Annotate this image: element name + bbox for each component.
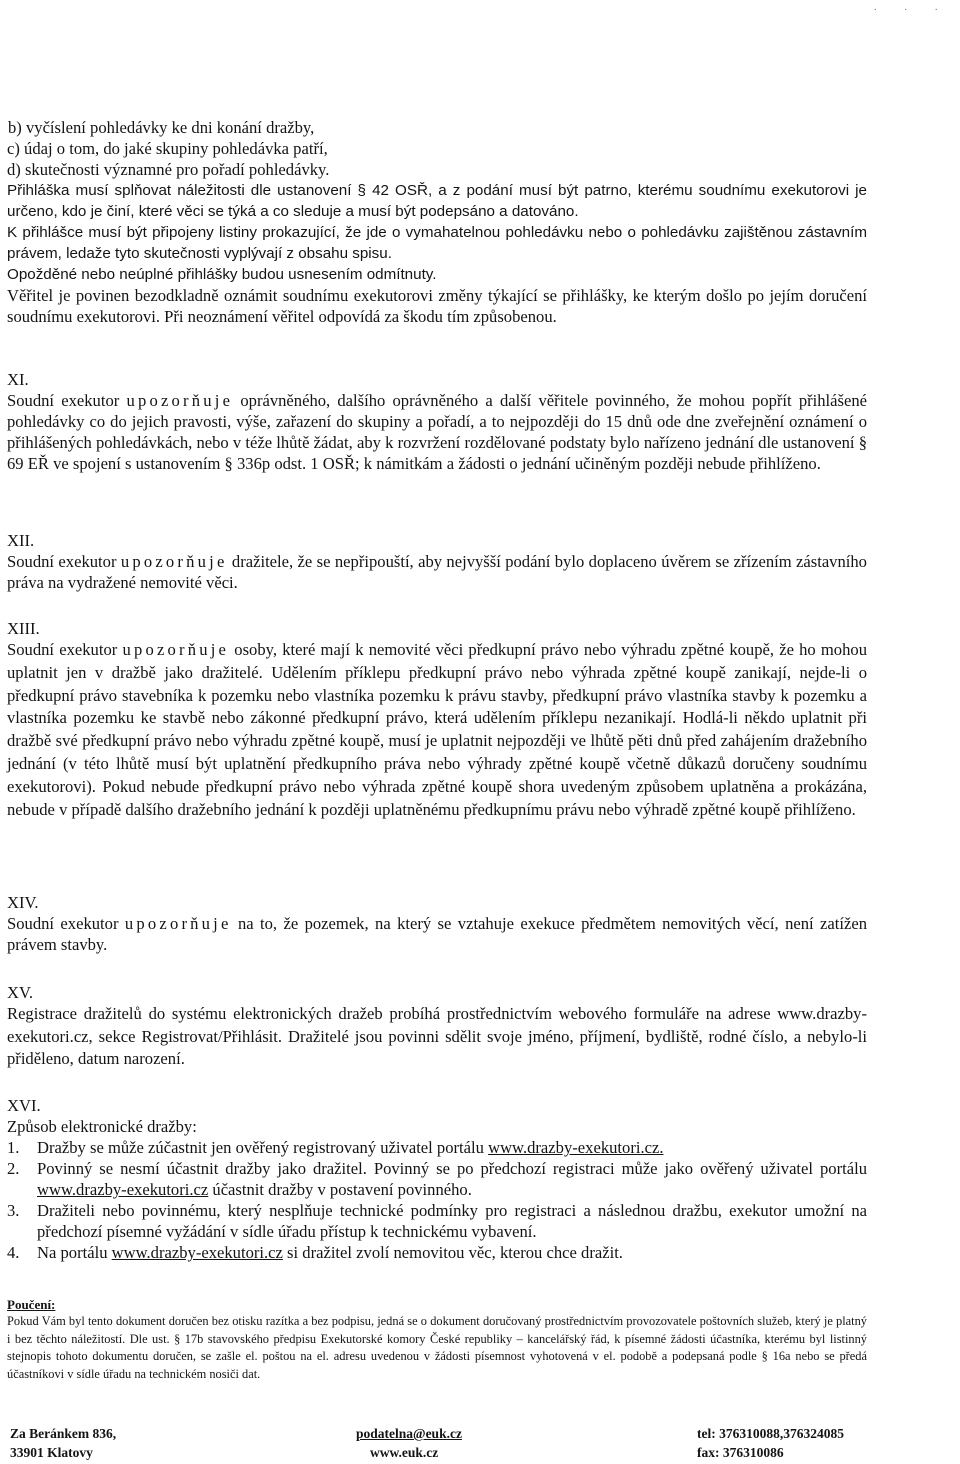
address-street: Za Beránkem 836, (10, 1426, 117, 1441)
footer-phones (697, 1424, 844, 1462)
section-xv (7, 982, 867, 1071)
lead-text: Soudní exekutor (7, 391, 120, 410)
body-text: dražitele, že se nepřipouští, aby nejvyšší podání bylo doplaceno úvěrem se zřízením zástavního práva na vydražené nemovité věci. (7, 552, 867, 592)
list-item (7, 1158, 867, 1200)
item-text (37, 1242, 867, 1263)
section-number: XII. (7, 531, 35, 550)
section-xiii (7, 618, 867, 821)
item-text (37, 1158, 867, 1200)
item-text-part: Povinný se nesmí účastnit dražby jako dražitel. Povinný se po předchozí registraci může jako ověřený uživatel portálu (37, 1159, 867, 1178)
web-link[interactable]: www.euk.cz (370, 1445, 439, 1460)
list-item (7, 1137, 867, 1158)
paragraph-claim-form: Přihláška musí splňovat náležitosti dle ustanovení § 42 OSŘ, a z podání musí být patrno, kterému soudnímu exekutorovi je určeno, kdo je činí, které věci se týká a co sleduje a musí být podepsáno a datováno. (7, 182, 867, 220)
portal-link[interactable]: www.drazby-exekutori.cz (111, 1243, 283, 1262)
item-text-part: Na portálu (37, 1243, 112, 1262)
section-text: Registrace dražitelů do systému elektronických dražeb probíhá prostřednictvím webového formuláře na adrese www.drazby-exekutori.cz, sekce Registrovat/Přihlásit. Dražitelé jsou povinni sdělit svoje jméno, příjmení, bydliště, rodné číslo, a nebylo-li přiděleno, datum narození. (7, 1004, 867, 1068)
item-text-part: účastnit dražby v postavení povinného. (208, 1180, 472, 1199)
fax-number: fax: 376310086 (697, 1445, 784, 1460)
footer-address (10, 1424, 116, 1462)
item-number: 2. (7, 1159, 20, 1178)
lead-text: Soudní exekutor (7, 914, 119, 933)
section-number: XI. (7, 370, 29, 389)
body-text: na to, že pozemek, na který se vztahuje exekuce předmětem nemovitých věcí, není zatížen právem stavby. (7, 914, 868, 954)
paragraph-claim-documents: K přihlášce musí být připojeny listiny prokazující, že jde o vymahatelnou pohledávku nebo o pohledávku zajištěnou zástavním právem, ledaže tyto skutečnosti vyplývají z obsahu spisu. (7, 224, 867, 262)
section-text (7, 390, 867, 474)
office-footer (10, 1424, 872, 1464)
section-text (7, 639, 867, 821)
footer-contacts (356, 1424, 462, 1462)
item-text (37, 1137, 867, 1158)
item-text-part: Dražby se může zúčastnit jen ověřený registrovaný uživatel portálu (37, 1138, 489, 1157)
scan-artifact-dots: · · · (873, 4, 950, 16)
spaced-verb: upozorňuje (126, 391, 234, 410)
lead-text: Soudní exekutor (7, 552, 117, 571)
list-item (7, 1242, 867, 1263)
claim-requirements-section (7, 117, 867, 327)
section-text (7, 913, 867, 955)
section-xii (7, 530, 867, 593)
phone-number: tel: 376310088,376324085 (697, 1426, 844, 1441)
address-city: 33901 Klatovy (10, 1445, 93, 1460)
spaced-verb: upozorňuje (124, 914, 232, 933)
section-number: XIV. (7, 893, 39, 912)
notice-text: Pokud Vám byl tento dokument doručen bez otisku razítka a bez podpisu, jedná se o dokument doručovaný prostřednictvím provozovatele poštovních služeb, který je platný i bez těchto náležitostí. Dle ust. § 17b stavovského předpisu Exekutorské komory České republiky – kancelářský řád, k písemné žádosti účastníka, kterému byl listinný stejnopis tohoto dokumentu doručen, se zašle el. poštou na el. adresu uvedenou v žádosti písemnost vyhotovená v el. podobě a podepsaná podle § 16a nebo se předá účastníkovi v sídle úřadu na technickém nosiči dat. (7, 1314, 867, 1381)
portal-link[interactable]: www.drazby-exekutori.cz (37, 1180, 209, 1199)
list-item (7, 1200, 867, 1242)
lead-text: Soudní exekutor (7, 640, 118, 659)
notice-section (7, 1296, 867, 1383)
list-item-d: d) skutečnosti významné pro pořadí pohledávky. (7, 160, 330, 179)
paragraph-late-claims: Opožděné nebo neúplné přihlášky budou usnesením odmítnuty. (7, 266, 437, 283)
portal-link[interactable]: www.drazby-exekutori.cz. (488, 1138, 664, 1157)
body-text: osoby, které mají k nemovité věci předkupní právo nebo výhradu zpětné koupě, že ho mohou uplatnit jen v dražbě jako dražitelé. Udělením příklepu předkupní právo nebo výhrada zpětné koupě zanikají, nejde-li o předkupní právo stavebníka k pozemku nebo vlastníka pozemku k právu stavby, předkupní právo vlastníka stavby k pozemku a vlastníka pozemku ke stavbě nebo zákonné předkupní právo, která udělením příklepu nezanikají. Hodlá-li někdo uplatnit při dražbě své předkupní právo nebo výhradu zpětné koupě, musí je uplatnit nejpozději ve lhůtě pěti dnů před zahájením dražebního jednání (v této lhůtě musí být uplatnění předkupního práva nebo výhrady zpětné koupě včetně důkazů doručeny soudnímu exekutorovi). Pokud nebude předkupní právo nebo výhrada zpětné koupě shora uvedeným způsobem uplatněna a prokázána, nebude v případě dalšího dražebního jednání k později uplatněnému předkupnímu právu nebo výhradě zpětné koupě přihlíženo. (7, 640, 867, 819)
section-number: XVI. (7, 1096, 41, 1115)
item-text: Dražiteli nebo povinnému, který nesplňuje technické podmínky pro registraci a následnou dražbu, exekutor umožní na předchozí písemné vyžádání v sídle úřadu přístup k technickému vybavení. (37, 1201, 867, 1241)
paragraph-creditor-duty: Věřitel je povinen bezodkladně oznámit soudnímu exekutorovi změny týkající se přihlášky, ke kterým došlo po jejím doručení soudnímu exekutorovi. Při neoznámení věřitel odpovídá za škodu tím způsobenou. (7, 286, 867, 326)
spaced-verb: upozorňuje (120, 552, 228, 571)
section-xiv (7, 892, 867, 955)
notice-title: Poučení: (7, 1297, 56, 1312)
section-xvi (7, 1095, 867, 1263)
list-item-c: c) údaj o tom, do jaké skupiny pohledávka patří, (7, 139, 328, 158)
section-number: XV. (7, 983, 33, 1002)
email-link[interactable]: podatelna@euk.cz (356, 1426, 462, 1441)
spaced-verb: upozorňuje (122, 640, 230, 659)
item-number: 1. (7, 1138, 20, 1157)
section-intro: Způsob elektronické dražby: (7, 1117, 197, 1136)
item-number: 4. (7, 1243, 20, 1262)
item-number: 3. (7, 1201, 20, 1220)
section-number: XIII. (7, 619, 40, 638)
list-item-b: b) vyčíslení pohledávky ke dni konání dražby, (8, 118, 315, 137)
section-text (7, 551, 867, 593)
body-text: oprávněného, dalšího oprávněného a další věřitele povinného, že mohou popřít přihlášené pohledávky co do jejich pravosti, výše, zařazení do skupiny a pořadí, a to nejpozději do 15 dnů ode dne zveřejnění oznámení o přihlášených pohledávkách, nebo v téže lhůtě žádat, aby k rozvržení rozdělované podstaty bylo nařízeno jednání dle ustanovení § 69 EŘ ve spojení s ustanovením § 336p odst. 1 OSŘ; k námitkám a žádosti o jednání učiněným později nebude přihlíženo. (7, 391, 868, 473)
item-text-part: si dražitel zvolí nemovitou věc, kterou chce dražit. (282, 1243, 623, 1262)
section-xi (7, 369, 867, 474)
